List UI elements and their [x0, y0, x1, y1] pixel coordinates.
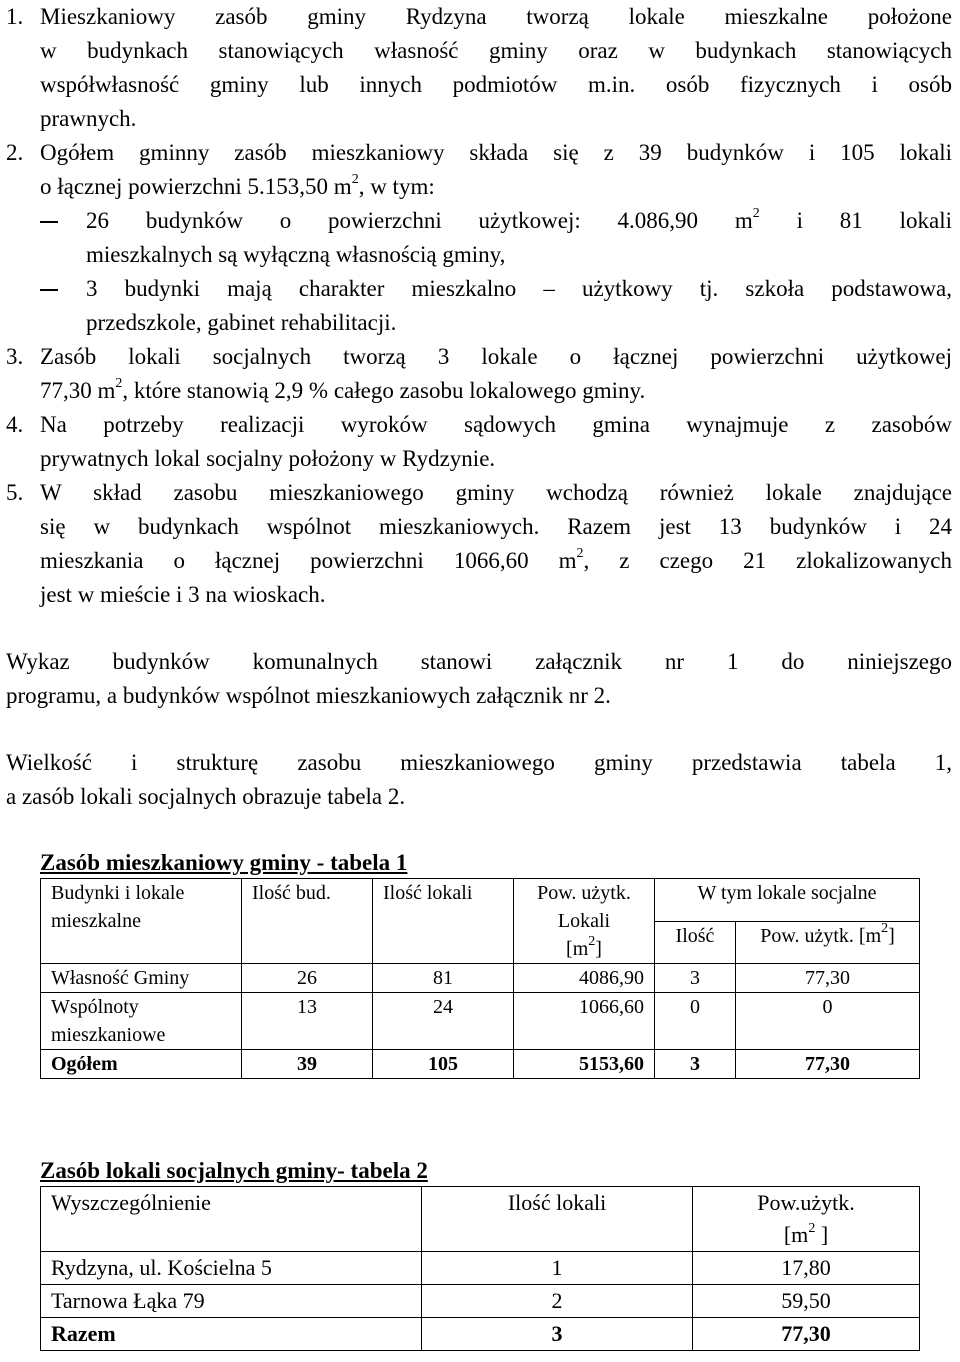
paragraph-line: Wykaz budynków komunalnych stanowi załącznik nr 1 do niniejszego — [6, 649, 952, 674]
paragraph-line: prawnych. — [40, 106, 137, 131]
cell-bud: 26 — [242, 964, 373, 993]
cell-soc-pow: 77,30 — [736, 964, 920, 993]
cell-name: Razem — [41, 1318, 422, 1351]
list-number: 1. — [6, 4, 24, 29]
paragraph-line: W skład zasobu mieszkaniowego gminy wchodzą również lokale znajdujące — [40, 480, 952, 505]
cell-soc-ilosc: 3 — [655, 1050, 736, 1079]
table1-heading: Zasób mieszkaniowy gminy - tabela 1 — [40, 850, 408, 875]
paragraph-line: Ogółem gminny zasób mieszkaniowy składa się z 39 budynków i 105 lokali — [40, 140, 952, 165]
cell-name: Rydzyna, ul. Kościelna 5 — [41, 1252, 422, 1285]
table1 — [40, 878, 920, 1079]
table2-header-wyszcz: Wyszczególnienie — [41, 1187, 422, 1252]
cell-name: Wspólnoty mieszkaniowe — [41, 993, 242, 1050]
table-row-total — [41, 1050, 920, 1079]
table2-header-pow: Pow.użytk. [$m^2$ ] — [693, 1187, 920, 1252]
paragraph-line: programu, a budynków wspólnot mieszkaniowych załącznik nr 2. — [6, 683, 611, 708]
cell-pow: 5153,60 — [514, 1050, 655, 1079]
table2 — [40, 1186, 920, 1351]
paragraph-line: mieszkalnych są wyłączną własnością gminy, — [86, 242, 506, 267]
paragraph-line: w budynkach stanowiących własność gminy oraz w budynkach stanowiących — [40, 38, 952, 63]
table-row-total — [41, 1318, 920, 1351]
list-number: 4. — [6, 412, 24, 437]
paragraph-line: Zasób lokali socjalnych tworzą 3 lokale o łącznej powierzchni użytkowej — [40, 344, 952, 369]
paragraph-line: mieszkania o łącznej powierzchni 1066,60 $m^2$, z czego 21 zlokalizowanych — [40, 546, 952, 573]
paragraph-line: 77,30 $m^2$, które stanowią 2,9 % całego zasobu lokalowego gminy. — [40, 376, 646, 403]
cell-soc-ilosc: 3 — [655, 964, 736, 993]
paragraph-line: o łącznej powierzchni 5.153,50 $m^2$, w tym: — [40, 172, 435, 199]
cell-pow: 59,50 — [693, 1285, 920, 1318]
paragraph-line: Wielkość i strukturę zasobu mieszkaniowego gminy przedstawia tabela 1, — [6, 750, 952, 775]
cell-bud: 13 — [242, 993, 373, 1050]
cell-pow: 1066,60 — [514, 993, 655, 1050]
table2-header-ilosc: Ilość lokali — [422, 1187, 693, 1252]
dash-bullet — [40, 221, 58, 223]
cell-lokali: 81 — [373, 964, 514, 993]
table-row — [41, 964, 920, 993]
paragraph-line: Mieszkaniowy zasób gminy Rydzyna tworzą lokale mieszkalne położone — [40, 4, 952, 29]
cell-pow: 17,80 — [693, 1252, 920, 1285]
table1-header-ilosc-bud: Ilość bud. — [242, 879, 373, 964]
paragraph-line: a zasób lokali socjalnych obrazuje tabela 2. — [6, 784, 406, 809]
cell-lokali: 24 — [373, 993, 514, 1050]
table-row — [41, 1252, 920, 1285]
table1-header-soc-ilosc: Ilość — [655, 921, 736, 964]
cell-lokali: 105 — [373, 1050, 514, 1079]
paragraph-line: 3 budynki mają charakter mieszkalno – użytkowy tj. szkoła podstawowa, — [86, 276, 952, 301]
paragraph-line: 26 budynków o powierzchni użytkowej: 4.086,90 $m^2$ i 81 lokali — [86, 206, 952, 233]
list-number: 3. — [6, 344, 24, 369]
cell-ilosc: 1 — [422, 1252, 693, 1285]
paragraph-line: prywatnych lokal socjalny położony w Rydzynie. — [40, 446, 496, 471]
table2-heading: Zasób lokali socjalnych gminy- tabela 2 — [40, 1158, 428, 1183]
cell-name: Własność Gminy — [41, 964, 242, 993]
dash-bullet — [40, 289, 58, 291]
table1-header-budynki: Budynki i lokale mieszkalne — [41, 879, 242, 964]
paragraph-line: jest w mieście i 3 na wioskach. — [40, 582, 326, 607]
table1-header-soc-pow: Pow. użytk. $[m^2]$ — [736, 921, 920, 964]
table-row — [41, 993, 920, 1050]
paragraph-line: przedszkole, gabinet rehabilitacji. — [86, 310, 397, 335]
dash-list-item — [40, 204, 952, 272]
list-number: 2. — [6, 140, 24, 165]
cell-soc-ilosc: 0 — [655, 993, 736, 1050]
table1-header-wtym: W tym lokale socjalne — [655, 879, 920, 922]
cell-pow: 4086,90 — [514, 964, 655, 993]
cell-ilosc: 2 — [422, 1285, 693, 1318]
dash-list-item — [40, 272, 952, 340]
cell-bud: 39 — [242, 1050, 373, 1079]
cell-pow: 77,30 — [693, 1318, 920, 1351]
cell-soc-pow: 77,30 — [736, 1050, 920, 1079]
list-number: 5. — [6, 480, 24, 505]
paragraph-line: się w budynkach wspólnot mieszkaniowych. Razem jest 13 budynków i 24 — [40, 514, 952, 539]
paragraph-line: współwłasność gminy lub innych podmiotów m.in. osób fizycznych i osób — [40, 72, 952, 97]
table-row — [41, 1285, 920, 1318]
cell-ilosc: 3 — [422, 1318, 693, 1351]
table1-header-pow: Pow. użytk. Lokali $[m^2]$ — [514, 879, 655, 964]
cell-name: Tarnowa Łąka 79 — [41, 1285, 422, 1318]
cell-soc-pow: 0 — [736, 993, 920, 1050]
cell-name: Ogółem — [41, 1050, 242, 1079]
paragraph-line: Na potrzeby realizacji wyroków sądowych gmina wynajmuje z zasobów — [40, 412, 952, 437]
table1-header-ilosc-lokali: Ilość lokali — [373, 879, 514, 964]
